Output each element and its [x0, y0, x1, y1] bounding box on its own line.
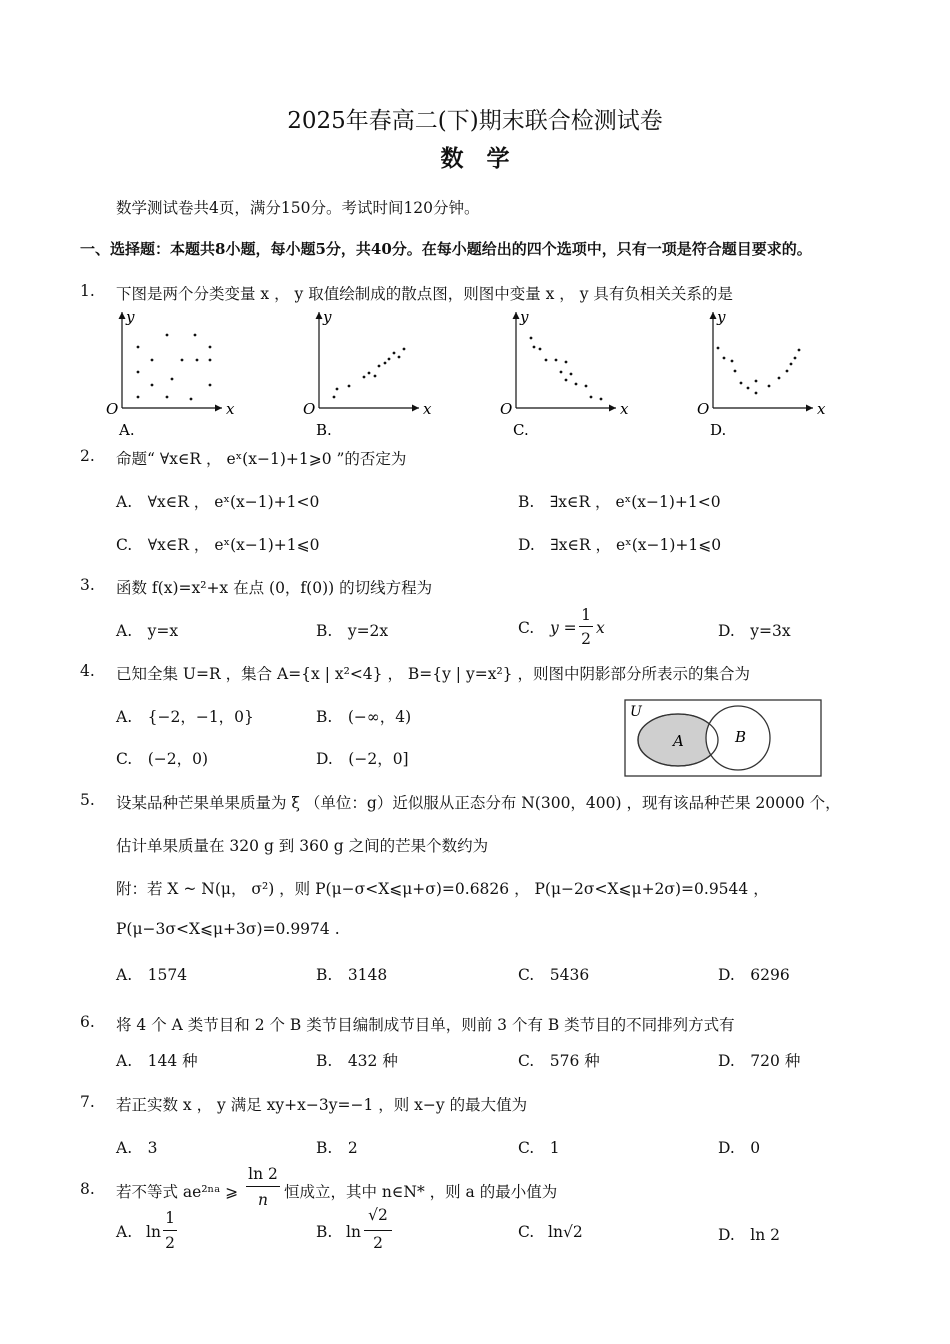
option-c-lhs: y =	[550, 619, 577, 637]
question-number: 2.	[80, 447, 95, 465]
option-d: D. 720 种	[718, 1052, 801, 1070]
question-number: 5.	[80, 791, 95, 809]
option-c: C.	[518, 619, 535, 637]
fraction-bar	[364, 1230, 392, 1231]
subject-title: 数 学	[440, 145, 510, 172]
option-a: A. y=x	[116, 622, 179, 640]
option-c-expr: ln√2	[548, 1223, 583, 1241]
option-b: B. 432 种	[316, 1052, 398, 1070]
option-b-den: 2	[373, 1234, 383, 1252]
option-c: C. ∀x∈R ， eˣ(x−1)+1⩽0	[116, 536, 320, 554]
question-stem-part2: 恒成立，其中 n∈N* ，则 a 的最小值为	[284, 1183, 558, 1201]
question-stem: 已知全集 U=R ，集合 A={x | x²<4} ， B={y | y=x²} ，则图中阴影部分所表示的集合为	[116, 665, 750, 683]
option-b: B. y=2x	[316, 622, 389, 640]
option-c: C. 576 种	[518, 1052, 600, 1070]
option-d: D. 0	[718, 1139, 761, 1157]
question-stem: 命题“ ∀x∈R ， eˣ(x−1)+1⩾0 ”的否定为	[116, 450, 407, 468]
question-stem: 下图是两个分类变量 x ， y 取值绘制成的散点图，则图中变量 x ， y 具有负相关关系的是	[116, 285, 733, 303]
option-a: A. {−2，−1，0}	[116, 708, 254, 726]
option-c: C. 1	[518, 1139, 560, 1157]
question-number: 4.	[80, 662, 95, 680]
option-a: A.	[116, 1223, 133, 1241]
scatter-plot-c	[500, 308, 629, 436]
axis-x: x	[817, 400, 826, 418]
axis-x: x	[226, 400, 235, 418]
option-a-label: A.	[119, 421, 135, 436]
option-b-ln: ln	[346, 1223, 361, 1241]
question-stem-line1: 设某品种芒果单果质量为 ξ （单位：g）近似服从正态分布 N(300，400) ，现有该品种芒果 20000 个，	[116, 794, 841, 812]
option-d-label: D.	[710, 421, 727, 436]
axis-y: y	[717, 308, 726, 326]
axis-y: y	[520, 308, 529, 326]
scatter-plot-d	[697, 308, 826, 436]
option-c-label: C.	[513, 421, 529, 436]
fraction-bar	[246, 1186, 280, 1187]
option-c-x: x	[596, 619, 605, 637]
question-stem-line2: 估计单果质量在 320 g 到 360 g 之间的芒果个数约为	[116, 837, 489, 855]
option-a: A. 3	[116, 1139, 158, 1157]
question-stem-part1: 若不等式 ae²ⁿᵃ ⩾	[116, 1183, 239, 1201]
option-b: B. 3148	[316, 966, 388, 984]
scatter-plot-a	[106, 308, 235, 436]
question-number: 7.	[80, 1093, 95, 1111]
venn-label-b: B	[735, 728, 747, 746]
question-number: 6.	[80, 1013, 95, 1031]
origin: O	[106, 400, 119, 418]
option-b: B. (−∞，4)	[316, 708, 412, 726]
option-a-num: 1	[165, 1209, 175, 1227]
exam-info: 数学测试卷共4页，满分150分。考试时间120分钟。	[116, 199, 480, 217]
option-a: A. 144 种	[116, 1052, 198, 1070]
question-number: 1.	[80, 282, 95, 300]
option-b-label: B.	[316, 421, 332, 436]
axis-x: x	[423, 400, 432, 418]
option-c: C. 5436	[518, 966, 590, 984]
question-stem: 函数 f(x)=x²+x 在点 (0，f(0)) 的切线方程为	[116, 579, 433, 597]
stem-frac-num: ln 2	[248, 1165, 278, 1183]
option-b: B. ∃x∈R ， eˣ(x−1)+1<0	[518, 493, 721, 511]
option-c: C.	[518, 1223, 535, 1241]
option-a-den: 2	[165, 1234, 175, 1252]
exam-title: 2025年春高二(下)期末联合检测试卷	[287, 108, 663, 134]
origin: O	[303, 400, 316, 418]
option-d: D. 6296	[718, 966, 790, 984]
option-a: A. 1574	[116, 966, 188, 984]
option-c: C. (−2，0)	[116, 750, 209, 768]
axis-y: y	[323, 308, 332, 326]
question-stem: 将 4 个 A 类节目和 2 个 B 类节目编制成节目单，则前 3 个有 B 类节目的不同排列方式有	[116, 1016, 735, 1034]
axis-y: y	[126, 308, 135, 326]
stem-frac-den: n	[258, 1191, 268, 1209]
option-b: B.	[316, 1223, 333, 1241]
origin: O	[500, 400, 513, 418]
question-stem: 若正实数 x ， y 满足 xy+x−3y=−1 ，则 x−y 的最大值为	[116, 1096, 528, 1114]
question-appendix-line1: 附：若 X ~ N(μ， σ²) ，则 P(μ−σ<X⩽μ+σ)=0.6826 ， P(μ−2σ<X⩽μ+2σ)=0.9544 ，	[116, 880, 769, 898]
option-c-frac-num: 1	[581, 606, 591, 624]
option-b: B. 2	[316, 1139, 358, 1157]
scatter-figures	[100, 306, 860, 436]
option-b-num: √2	[368, 1206, 388, 1224]
fraction-bar	[579, 626, 593, 627]
question-appendix-line2: P(μ−3σ<X⩽μ+3σ)=0.9974 .	[116, 920, 340, 938]
question-number: 8.	[80, 1180, 95, 1198]
option-d: D. ∃x∈R ， eˣ(x−1)+1⩽0	[518, 536, 722, 554]
option-a-ln: ln	[146, 1223, 161, 1241]
question-number: 3.	[80, 576, 95, 594]
origin: O	[697, 400, 710, 418]
scatter-plot-b	[303, 308, 432, 436]
axis-x: x	[620, 400, 629, 418]
option-d: D. (−2，0]	[316, 750, 409, 768]
section-heading: 一、选择题：本题共8小题，每小题5分，共40分。在每小题给出的四个选项中，只有一项是符合题目要求的。	[80, 240, 812, 258]
venn-label-u: U	[630, 704, 642, 720]
venn-diagram	[624, 698, 824, 778]
option-a: A. ∀x∈R ， eˣ(x−1)+1<0	[116, 493, 320, 511]
option-d: D. y=3x	[718, 622, 791, 640]
option-d: D. ln 2	[718, 1226, 781, 1244]
fraction-bar	[163, 1230, 177, 1231]
option-c-frac-den: 2	[581, 630, 591, 648]
venn-label-a: A	[673, 732, 684, 750]
